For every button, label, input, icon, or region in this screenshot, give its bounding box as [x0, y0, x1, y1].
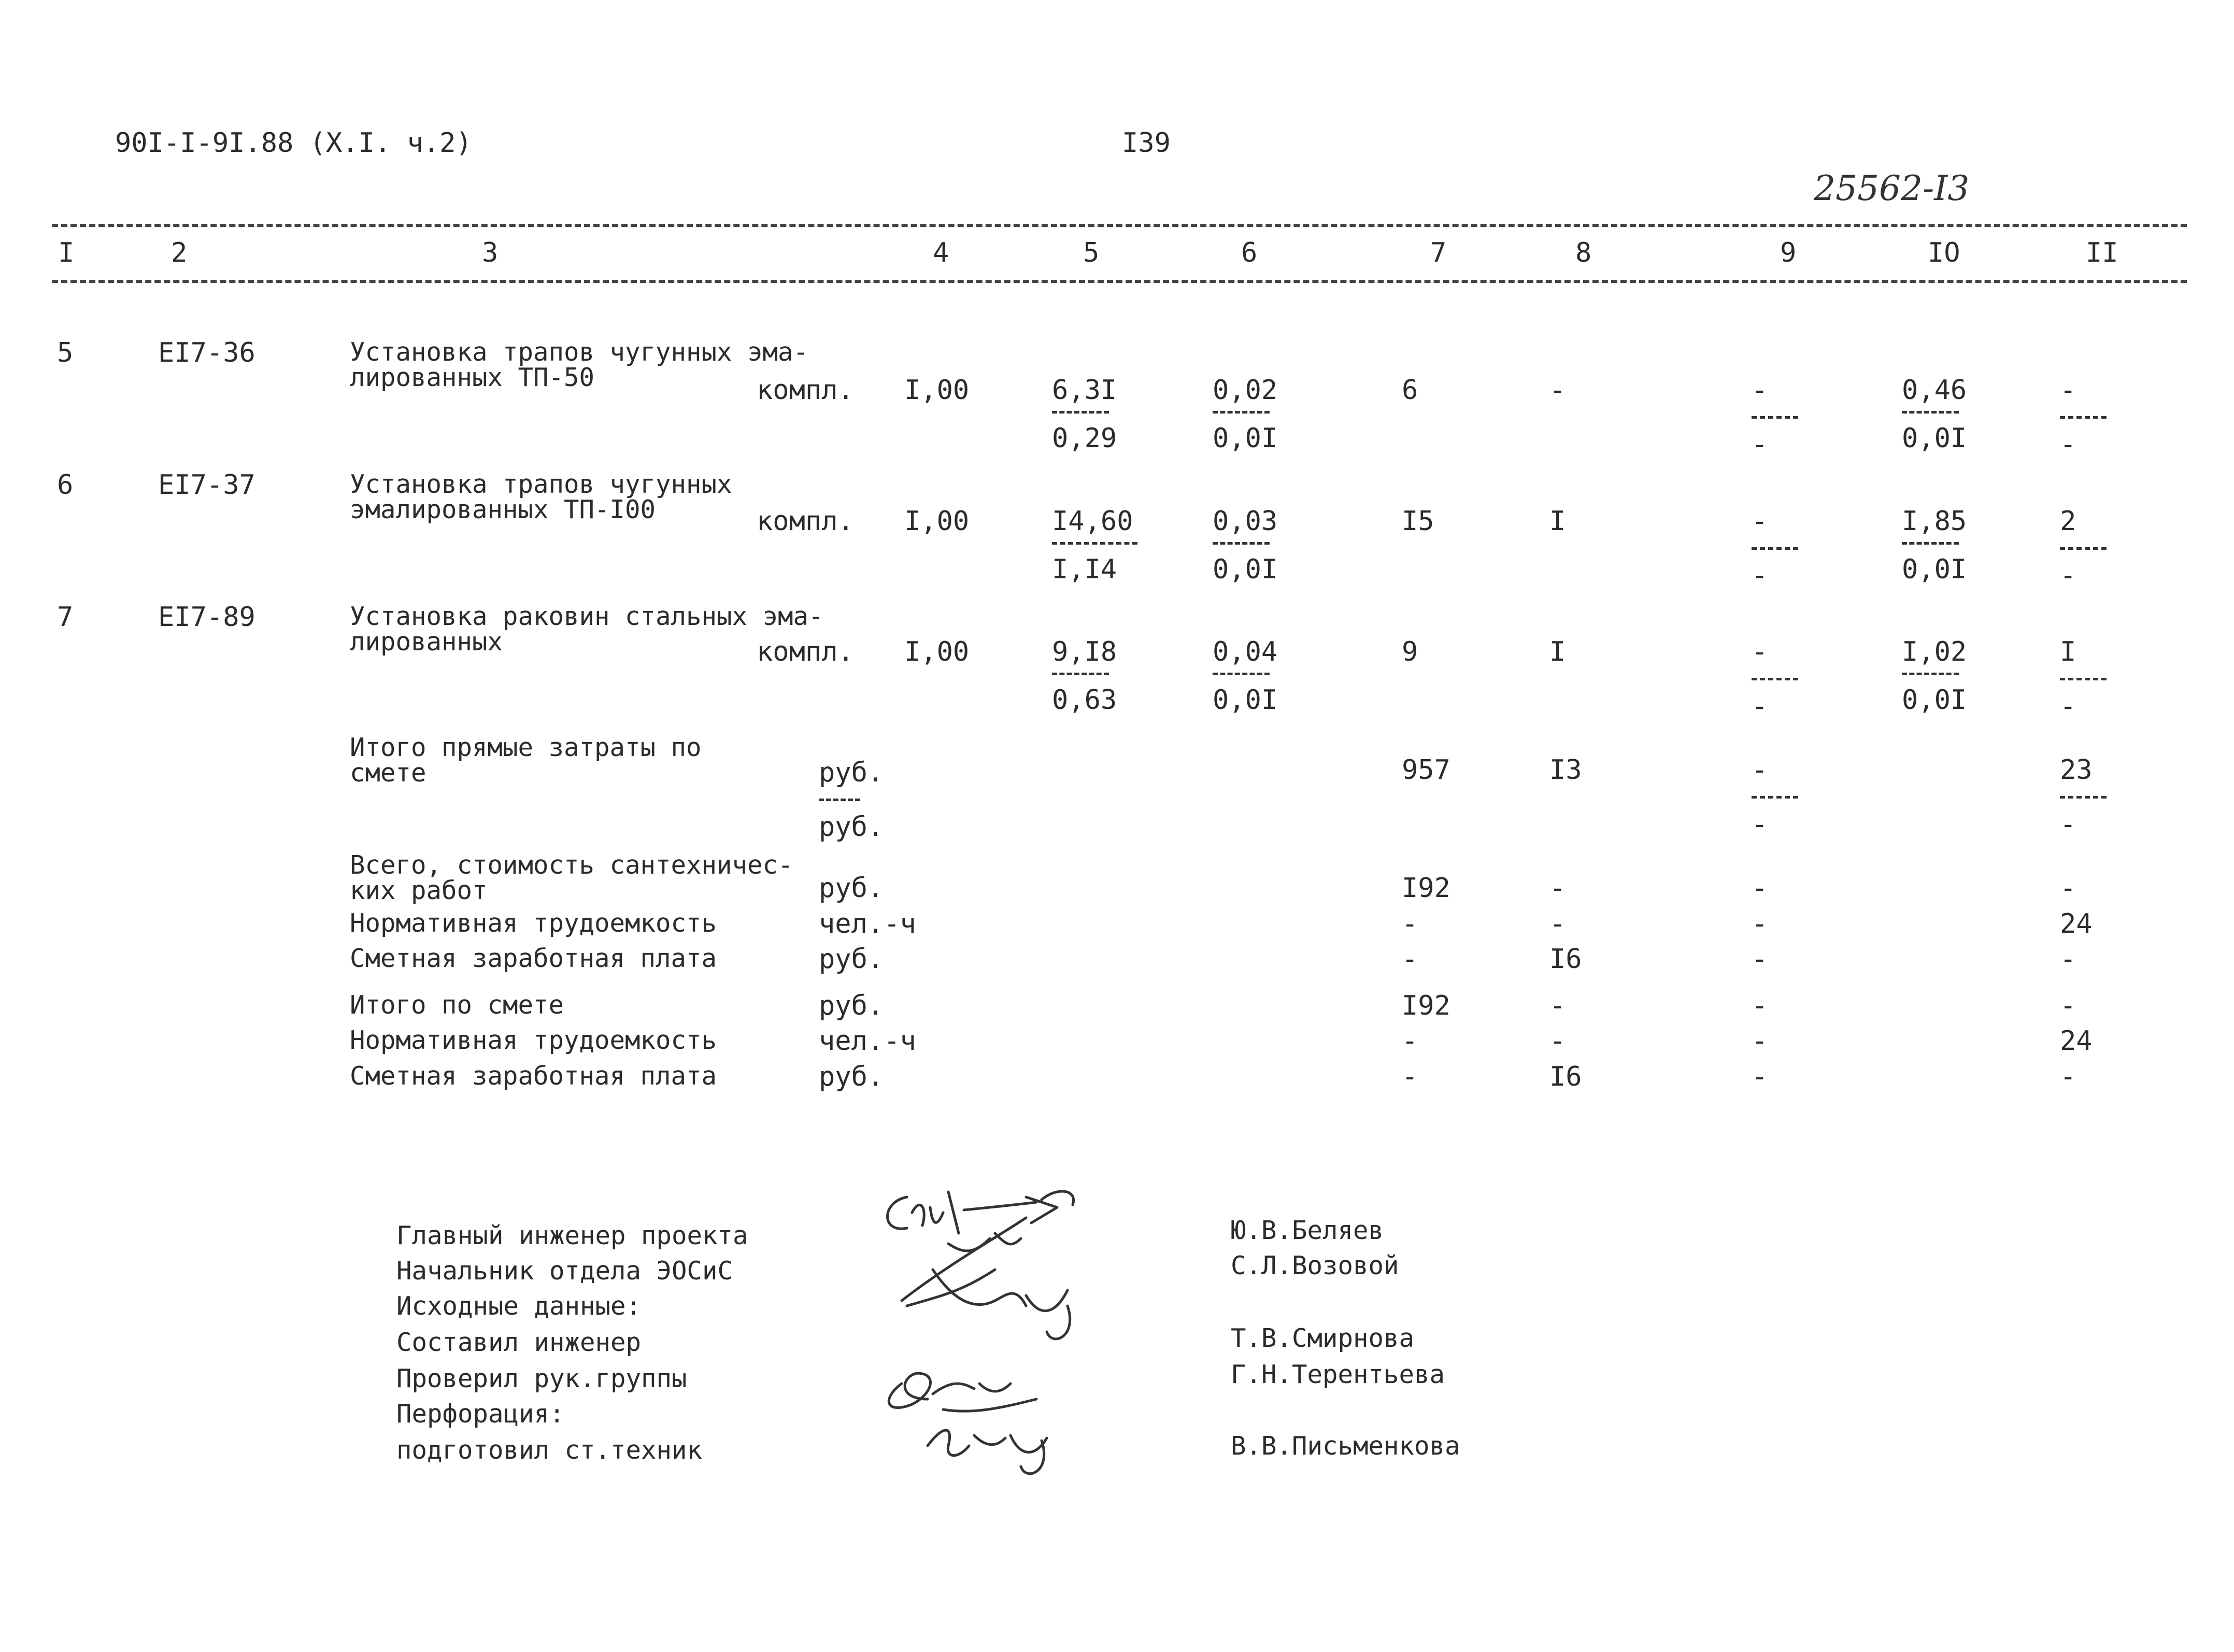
fraction-bar: [1213, 411, 1270, 414]
col-10-fraction: [1902, 638, 1967, 714]
summary-col-9: -: [1752, 944, 1768, 975]
summary-col-11: -: [2060, 873, 2076, 904]
role-prepared-by: подготовил ст.техник: [396, 1435, 703, 1465]
numerator: -: [1752, 375, 1768, 406]
doc-code: 90I-I-9I.88 (Х.I. ч.2): [115, 127, 472, 159]
work-name: Установка трапов чугунных эмалированных ТП-I00: [350, 469, 732, 524]
header-bottom-rule: [52, 280, 2187, 283]
denominator: I,I4: [1052, 554, 1117, 585]
summary-label: Сметная заработная плата: [350, 944, 717, 973]
fraction-bar: [1052, 411, 1109, 414]
role-checked-by: Проверил рук.группы: [396, 1364, 687, 1393]
numerator: 6,3I: [1052, 375, 1117, 406]
summary-col-7: -: [1402, 1026, 1418, 1057]
summary-col-7: -: [1402, 944, 1418, 975]
handwritten-signatures: [871, 1176, 1182, 1487]
col-11-fraction: [2060, 508, 2107, 589]
fraction-bar: [2060, 678, 2107, 680]
summary-col-11: 24: [2060, 1026, 2093, 1057]
denominator: 0,0I: [1213, 685, 1278, 716]
numerator: -: [1752, 754, 1768, 786]
denominator: -: [2060, 560, 2076, 591]
numerator: I: [2060, 636, 2076, 667]
numerator: -: [2060, 375, 2076, 406]
col-8-value: -: [1549, 375, 1566, 406]
name-chief-engineer: Ю.В.Беляев: [1231, 1216, 1384, 1245]
col-11-fraction: [2060, 638, 2107, 720]
col-8-value: I: [1549, 506, 1566, 537]
summary-col-7: -: [1402, 908, 1418, 939]
unit-cost-fraction: [1052, 377, 1117, 452]
summary-unit: руб.: [819, 1061, 884, 1092]
numerator: I,85: [1902, 506, 1967, 537]
numerator: 0,46: [1902, 375, 1967, 406]
fraction-bar: [2060, 547, 2107, 550]
machine-cost-fraction: [1213, 638, 1277, 714]
fraction-bar: [1752, 416, 1798, 419]
row-number: 6: [57, 469, 74, 501]
summary-col-9: -: [1752, 990, 1768, 1021]
col-header-2: 2: [171, 237, 188, 268]
numerator: 0,04: [1213, 636, 1278, 667]
numerator: I4,60: [1052, 506, 1133, 537]
col-header-1: I: [58, 237, 75, 268]
work-name: Установка трапов чугунных эма- лированных ТП-50: [350, 337, 809, 392]
total-cost: I5: [1402, 506, 1434, 537]
summary-col-8: -: [1549, 873, 1566, 904]
summary-label: Итого прямые затраты по смете: [350, 733, 702, 788]
rate-code: EI7-36: [158, 337, 255, 368]
unit-top: руб.: [819, 757, 884, 788]
summary-col-9: -: [1752, 873, 1768, 904]
summary-unit: чел.-ч: [819, 908, 916, 939]
summary-col-9-fraction: [1752, 754, 1798, 840]
fraction-bar: [1902, 673, 1959, 675]
fraction-bar: [2060, 416, 2107, 419]
summary-col-8: -: [1549, 908, 1566, 939]
col-9-fraction: [1752, 377, 1798, 458]
denominator: -: [2060, 809, 2076, 840]
name-checked-by: Г.Н.Терентьева: [1231, 1360, 1445, 1389]
summary-col-7: -: [1402, 1061, 1418, 1092]
col-header-5: 5: [1083, 237, 1100, 268]
col-header-9: 9: [1780, 237, 1797, 268]
col-header-4: 4: [933, 237, 949, 268]
unit-cost-fraction: [1052, 638, 1117, 714]
numerator: I,02: [1902, 636, 1967, 667]
summary-col-11: -: [2060, 1061, 2076, 1092]
numerator: 0,03: [1213, 506, 1278, 537]
unit: компл.: [757, 375, 854, 406]
denominator: 0,63: [1052, 685, 1117, 716]
unit-cost-fraction: [1052, 508, 1137, 583]
name-prepared-by: В.В.Письменкова: [1231, 1431, 1460, 1461]
numerator: 2: [2060, 506, 2076, 537]
fraction-bar: [1752, 796, 1798, 799]
col-11-fraction: [2060, 377, 2107, 458]
summary-label: Нормативная трудоемкость: [350, 908, 717, 938]
col-header-6: 6: [1241, 237, 1258, 268]
summary-col-11: -: [2060, 944, 2076, 975]
fraction-bar: [2060, 796, 2107, 799]
machine-cost-fraction: [1213, 377, 1277, 452]
unit: компл.: [757, 506, 854, 537]
fraction-bar: [1052, 673, 1109, 675]
denominator: 0,0I: [1902, 685, 1967, 716]
role-perforation: Перфорация:: [396, 1399, 565, 1429]
col-10-fraction: [1902, 377, 1967, 452]
name-compiled-by: Т.В.Смирнова: [1231, 1323, 1415, 1353]
role-chief-engineer: Главный инженер проекта: [396, 1221, 748, 1250]
summary-col-8: I3: [1549, 754, 1582, 786]
fraction-bar: [1213, 542, 1270, 545]
summary-label: Всего, стоимость сантехничес- ких работ: [350, 850, 793, 905]
summary-col-9: -: [1752, 908, 1768, 939]
page-number: I39: [1122, 127, 1171, 159]
row-number: 7: [57, 602, 74, 633]
fraction-bar: [1213, 673, 1270, 675]
denominator: 0,0I: [1213, 554, 1278, 585]
col-header-11: II: [2086, 237, 2118, 268]
col-header-8: 8: [1575, 237, 1592, 268]
col-header-3: 3: [482, 237, 499, 268]
unit: компл.: [757, 636, 854, 667]
fraction-bar: [1752, 547, 1798, 550]
summary-unit: руб.: [819, 944, 884, 975]
denominator: -: [1752, 560, 1768, 591]
header-top-rule: [52, 224, 2187, 227]
denominator: -: [1752, 691, 1768, 722]
fraction-bar: [1052, 542, 1137, 545]
numerator: -: [1752, 506, 1768, 537]
numerator: -: [1752, 636, 1768, 667]
fraction-bar: [1902, 542, 1959, 545]
numerator: 9,I8: [1052, 636, 1117, 667]
rate-code: EI7-89: [158, 602, 255, 633]
total-cost: 9: [1402, 636, 1418, 667]
machine-cost-fraction: [1213, 508, 1277, 583]
col-header-10: IO: [1928, 237, 1960, 268]
summary-label: Нормативная трудоемкость: [350, 1026, 717, 1055]
fraction-bar: [1902, 411, 1959, 414]
fraction-bar: [1752, 678, 1798, 680]
summary-unit: чел.-ч: [819, 1026, 916, 1057]
numerator: 23: [2060, 754, 2093, 786]
col-10-fraction: [1902, 508, 1967, 583]
summary-col-11-fraction: [2060, 754, 2107, 840]
denominator: 0,0I: [1902, 554, 1967, 585]
rate-code: EI7-37: [158, 469, 255, 501]
summary-col-7: 957: [1402, 754, 1450, 786]
summary-col-8: -: [1549, 990, 1566, 1021]
summary-col-11: -: [2060, 990, 2076, 1021]
role-department-head: Начальник отдела ЭОСиС: [396, 1256, 733, 1286]
denominator: -: [1752, 429, 1768, 460]
col-9-fraction: [1752, 508, 1798, 589]
summary-unit: руб.: [819, 873, 884, 904]
summary-col-8: I6: [1549, 944, 1582, 975]
summary-col-11: 24: [2060, 908, 2093, 939]
denominator: 0,0I: [1213, 423, 1278, 454]
role-compiled-by: Составил инженер: [396, 1328, 642, 1357]
col-8-value: I: [1549, 636, 1566, 667]
denominator: -: [2060, 691, 2076, 722]
quantity: I,00: [904, 506, 970, 537]
denominator: -: [2060, 429, 2076, 460]
work-name: Установка раковин стальных эма- лированных: [350, 602, 824, 657]
total-cost: 6: [1402, 375, 1418, 406]
denominator: -: [1752, 809, 1768, 840]
summary-col-9: -: [1752, 1061, 1768, 1092]
quantity: I,00: [904, 636, 970, 667]
summary-col-7: I92: [1402, 873, 1450, 904]
role-source-data: Исходные данные:: [396, 1291, 642, 1321]
summary-unit-fraction: [819, 759, 884, 841]
quantity: I,00: [904, 375, 970, 406]
name-department-head: С.Л.Возовой: [1231, 1251, 1399, 1280]
fraction-bar: [819, 799, 860, 801]
summary-label: Сметная заработная плата: [350, 1061, 717, 1091]
summary-col-8: -: [1549, 1026, 1566, 1057]
numerator: 0,02: [1213, 375, 1278, 406]
col-header-7: 7: [1430, 237, 1447, 268]
denominator: 0,0I: [1902, 423, 1967, 454]
col-9-fraction: [1752, 638, 1798, 720]
inventory-number: 25562-I3: [1814, 168, 1970, 208]
summary-col-8: I6: [1549, 1061, 1582, 1092]
row-number: 5: [57, 337, 74, 368]
summary-unit: руб.: [819, 990, 884, 1021]
unit-bottom: руб.: [819, 811, 884, 843]
summary-col-9: -: [1752, 1026, 1768, 1057]
denominator: 0,29: [1052, 423, 1117, 454]
summary-col-7: I92: [1402, 990, 1450, 1021]
summary-label: Итого по смете: [350, 990, 564, 1020]
